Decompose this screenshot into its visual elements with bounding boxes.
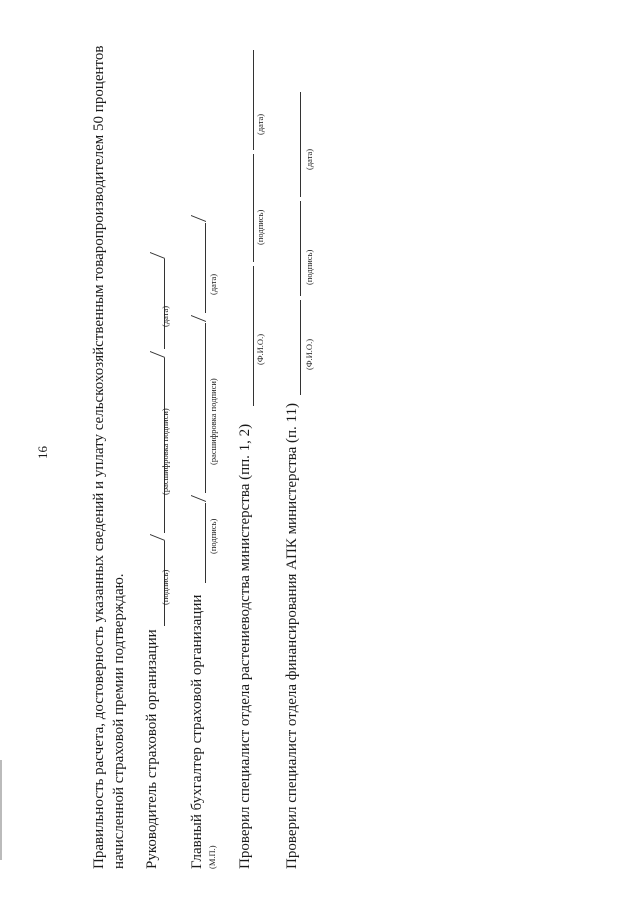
head-signature-caption: (подпись) — [160, 569, 170, 605]
check1-fio-caption: (Ф.И.О.) — [255, 333, 265, 365]
check1-date-line — [253, 50, 254, 150]
accountant-signature-line — [205, 503, 206, 583]
accountant-decoding-caption: (расшифровка подписи) — [208, 378, 218, 465]
check-plant-dept-label: Проверил специалист отдела растениеводства министерства (пп. 1, 2) — [237, 423, 253, 869]
accountant-slash-1 — [191, 495, 206, 502]
accountant-slash-3 — [191, 215, 206, 222]
accountant-signature-caption: (подпись) — [208, 518, 218, 554]
check2-signature-caption: (подпись) — [304, 249, 314, 285]
check2-fio-line — [300, 300, 301, 395]
head-of-insurer-label: Руководитель страховой организации — [144, 629, 160, 869]
confirmation-line-2: начисленной страховой премии подтверждаю. — [111, 573, 127, 869]
accountant-date-caption: (дата) — [208, 273, 218, 295]
head-slash-2 — [150, 351, 165, 358]
confirmation-line-1: Правильность расчета, достоверность указанных сведений и уплату сельскохозяйственным товаропроизводителем 50 процентов — [91, 45, 107, 869]
check-finance-dept-label: Проверил специалист отдела финансирования АПК министерства (п. 11) — [284, 403, 300, 869]
accountant-slash-2 — [191, 315, 206, 322]
check2-fio-caption: (Ф.И.О.) — [304, 338, 314, 370]
head-decoding-caption: (расшифровка подписи) — [160, 408, 170, 495]
check2-date-line — [300, 92, 301, 197]
head-slash-3 — [150, 252, 165, 259]
check2-date-caption: (дата) — [304, 148, 314, 170]
accountant-date-line — [205, 223, 206, 313]
page-number: 16 — [35, 446, 50, 459]
check1-signature-line — [253, 154, 254, 262]
check1-fio-line — [253, 266, 254, 406]
chief-accountant-label: Главный бухгалтер страховой организации — [189, 594, 205, 869]
head-slash-1 — [150, 534, 165, 541]
head-date-caption: (дата) — [160, 305, 170, 327]
head-date-line — [164, 259, 165, 349]
accountant-decoding-line — [205, 323, 206, 493]
check2-signature-line — [300, 201, 301, 296]
check1-date-caption: (дата) — [255, 113, 265, 135]
seal-label: (М.П.) — [207, 845, 217, 869]
check1-signature-caption: (подпись) — [255, 209, 265, 245]
